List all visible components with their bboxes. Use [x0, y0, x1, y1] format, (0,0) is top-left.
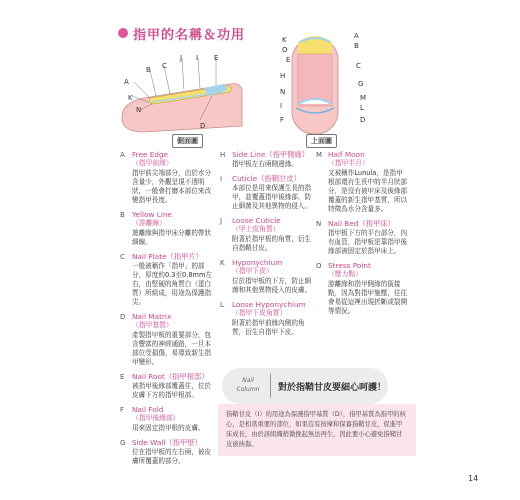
column-body: 指鞘甘皮（I）的用途為保護指甲基質（D），指甲基質為指甲的核心，是相當重要的部位，如果沒有按摩和保養指鞘甘皮，促進甲床成長，由於該組織稍微挽起無法再生，因此要小心避免指鞘甘皮被挾傷。: [218, 404, 416, 456]
entry-description: 又被稱作Lunula，是指甲根部還有生長中的半月狀部分，是沒有被甲床及後緣部覆蓋的新生指甲基質，所以特徵為水分含量多。: [328, 169, 408, 213]
top-label: E: [286, 56, 291, 64]
glossary-entry: [120, 210, 216, 247]
glossary-entry: [316, 261, 408, 316]
top-label: G: [358, 80, 364, 88]
entry-term-zh: （指甲後緣部）: [132, 414, 180, 422]
title-bullet-icon: [118, 28, 128, 38]
entry-description: 游離緣和指甲側緣的銜接點，因為對指甲施壓，往往會易從這裡出現折斷或裂開等情況。: [328, 280, 408, 315]
glossary-entry: [316, 219, 408, 256]
entry-letter: G: [120, 439, 126, 447]
entry-term: Nail Matrix: [132, 312, 172, 321]
entry-term: Cuticle（指鞘甘皮）: [232, 174, 301, 183]
side-label: D: [200, 122, 206, 130]
entry-letter: H: [220, 151, 226, 159]
entry-term-zh: （指甲下皮角質）: [232, 309, 287, 317]
side-label: A: [124, 78, 129, 86]
entry-term: Loose Hyponychium: [232, 300, 306, 309]
entry-letter: O: [316, 262, 322, 270]
entry-letter: F: [120, 406, 125, 414]
glossary-entry: [220, 150, 312, 169]
entry-description: 一般被稱作「指甲」的部分，厚度約0.3至0.8mm左右，由堅硬的角質白（蛋白質）所組成，用途為保護指尖。: [132, 262, 212, 306]
top-label: N: [280, 88, 286, 96]
page-number: 14: [468, 474, 479, 483]
glossary-entry: [316, 150, 408, 214]
entry-letter: K: [220, 259, 225, 267]
entry-description: 產製指甲板的重要部分，包含豐富的神經通路，一旦本部位受損傷，易導致新生指甲變形。: [132, 331, 212, 366]
entry-letter: D: [120, 313, 126, 321]
entry-description: 用來固定指甲根的皮膚。: [132, 424, 205, 432]
side-view-diagram: [112, 40, 262, 140]
entry-letter: L: [220, 301, 224, 309]
top-label: D: [360, 116, 366, 124]
entry-description: 本部位是用來保護生長的指甲，並覆蓋指甲後緣部，防止細菌及其他異物的侵入。: [232, 184, 312, 210]
entry-term: Hyponychium: [232, 258, 283, 267]
entry-letter: I: [220, 175, 223, 183]
entry-term: Nail Bed（指甲床）: [328, 219, 395, 228]
glossary-entry: [220, 216, 312, 253]
side-label: I: [196, 54, 199, 62]
top-label: M: [360, 94, 367, 102]
entry-term: Yellow Line: [132, 210, 172, 219]
column-tag-line1: Nail: [242, 377, 254, 384]
side-label: K: [128, 94, 133, 102]
entry-term: Side Wall（指甲壁）: [132, 438, 202, 447]
entry-term: Nail Fold: [132, 405, 164, 414]
entry-description: 遊離緣與指甲床分離的帶狀細線。: [132, 229, 212, 246]
entry-term-zh: （游離線）: [132, 219, 166, 227]
entry-description: 指甲前尖端部分，由於水分含量少，外觀呈現不透明狀，一般會打磨本部位來改變指甲長度。: [132, 169, 212, 204]
glossary-entry: [120, 405, 216, 433]
entry-description: 被指甲後緣部覆蓋住，位於皮膚下方的指甲根部。: [132, 382, 212, 399]
entry-description: 附著於指甲板的角質，衍生自指鞘甘皮。: [232, 235, 312, 252]
entry-letter: A: [120, 151, 125, 159]
glossary-entry: [120, 252, 216, 307]
entry-term-zh: （指甲前緣）: [132, 159, 173, 167]
entry-term: Stress Point: [328, 261, 371, 270]
top-label: B: [354, 42, 359, 50]
glossary-entry: [220, 258, 312, 295]
entry-letter: M: [316, 151, 323, 159]
entry-description: 位在指甲板的左右兩，被皮膚所覆蓋的部分。: [132, 448, 212, 465]
glossary-entry: [120, 312, 216, 367]
entry-term-zh: （指甲下皮）: [232, 267, 273, 275]
top-label: H: [280, 72, 286, 80]
entry-description: 指甲板左右兩側邊緣。: [232, 160, 298, 168]
entry-description: 附著於指甲前緣內側的角質，衍生自指甲下皮。: [232, 319, 305, 336]
entry-term: Nail Root（指甲根部）: [132, 372, 209, 381]
glossary-column-1: [120, 150, 216, 471]
top-view-diagram: [282, 28, 352, 138]
entry-term-zh: （指甲基質）: [132, 321, 173, 329]
top-label: K: [282, 36, 287, 44]
entry-description: 指甲板下方的平台部分，內有血管，指甲板是靠指甲後緣部被固定於指甲床上。: [328, 229, 408, 255]
top-label: F: [280, 116, 285, 124]
entry-letter: E: [120, 373, 125, 381]
top-label: C: [356, 62, 361, 70]
entry-term: Half Moon: [328, 150, 365, 159]
column-divider: [270, 374, 271, 398]
top-label: A: [354, 32, 359, 40]
entry-term: Nail Plate（指甲片）: [132, 252, 204, 261]
entry-letter: N: [316, 220, 322, 228]
side-label: E: [214, 54, 219, 62]
entry-letter: C: [120, 253, 125, 261]
page-title: 指甲的名稱＆功用: [133, 28, 246, 43]
side-label: J: [180, 54, 183, 62]
side-view-caption: 側面圖: [172, 134, 203, 148]
entry-term: Loose Cuticle: [232, 216, 281, 225]
glossary-entry: [220, 300, 312, 337]
side-label: B: [146, 66, 151, 74]
entry-term: Side Line（指甲側緣）: [232, 150, 310, 159]
entry-letter: J: [220, 217, 223, 225]
entry-term: Free Edge: [132, 150, 169, 159]
top-label: I: [280, 102, 283, 110]
column-title: 對於指鞘甘皮要細心呵護！: [278, 383, 387, 393]
top-view-caption: 上面圖: [306, 134, 337, 148]
entry-description: 位於指甲板的下方，防止細菌和其他異物侵入的皮膚。: [232, 277, 312, 294]
side-label: C: [162, 62, 167, 70]
glossary-column-3: [316, 150, 408, 321]
glossary-entry: [120, 372, 216, 400]
entry-term-zh: （壓力點）: [328, 270, 362, 278]
top-label: L: [360, 104, 364, 112]
side-label: N: [136, 106, 142, 114]
column-tag-line2: Column: [236, 386, 260, 393]
entry-term-zh: （指甲半月）: [328, 159, 369, 167]
entry-letter: B: [120, 211, 125, 219]
top-label: O: [282, 46, 288, 54]
glossary-entry: [120, 150, 216, 205]
glossary-entry: [220, 174, 312, 211]
column-tag: [230, 376, 266, 394]
glossary-entry: [120, 438, 216, 466]
entry-term-zh: （甲上皮角質）: [232, 225, 280, 233]
glossary-column-2: [220, 150, 312, 342]
